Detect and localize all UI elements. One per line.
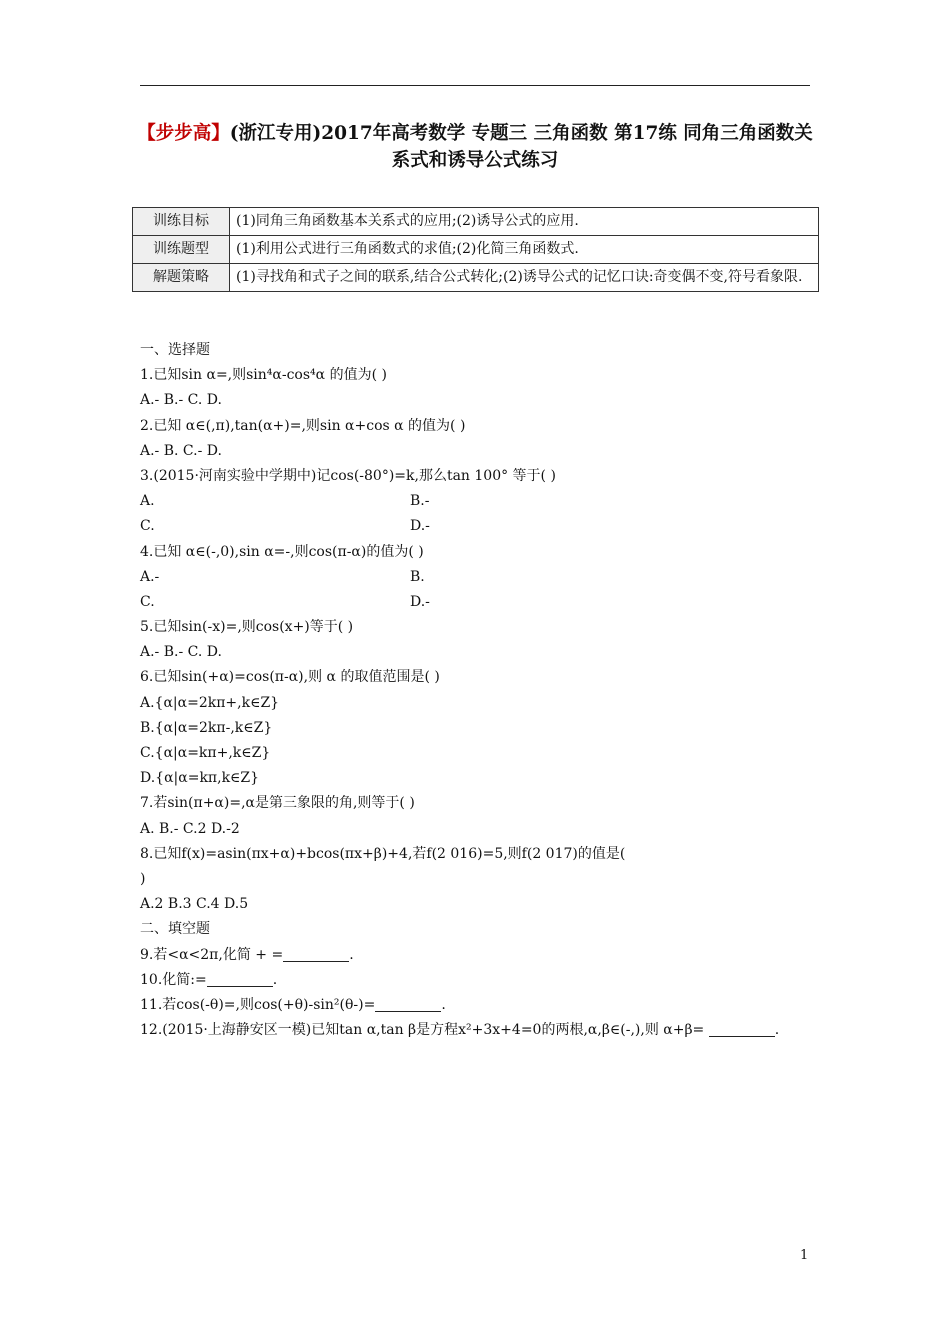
question-12-end: . bbox=[774, 1022, 780, 1039]
question-2: 2.已知 α∈(,π),tan(α+)=,则sin α+cos α 的值为( ) bbox=[140, 417, 466, 434]
question-7: 7.若sin(π+α)=,α是第三象限的角,则等于( ) bbox=[140, 795, 415, 812]
page-number: 1 bbox=[800, 1248, 809, 1263]
option-a: A.{α|α=2kπ+,k∈Z} bbox=[140, 694, 280, 711]
option-a: A. bbox=[140, 493, 155, 510]
option-b: B.- bbox=[410, 493, 430, 510]
row-label: 训练题型 bbox=[133, 236, 230, 264]
question-10-end: . bbox=[272, 971, 278, 988]
table-row bbox=[133, 264, 819, 292]
row-value: (1)同角三角函数基本关系式的应用;(2)诱导公式的应用. bbox=[230, 208, 819, 236]
question-4: 4.已知 α∈(-,0),sin α=-,则cos(π-α)的值为( ) bbox=[140, 543, 424, 560]
exercise-content bbox=[140, 338, 818, 1043]
option-b: B.{α|α=2kπ-,k∈Z} bbox=[140, 719, 273, 736]
question-12 bbox=[140, 1018, 818, 1043]
question-9-stem: 9.若<α<2π,化简 + = bbox=[140, 946, 284, 963]
question-4-options-cd bbox=[140, 590, 818, 615]
option-d: D.{α|α=kπ,k∈Z} bbox=[140, 770, 260, 787]
question-8: 8.已知f(x)=asin(πx+α)+bcos(πx+β)+4,若f(2 016)=5,则f(2 017)的值是( bbox=[140, 845, 626, 862]
section-heading-fill: 二、填空题 bbox=[140, 921, 210, 938]
question-11-end: . bbox=[441, 996, 446, 1013]
option-c: C.{α|α=kπ+,k∈Z} bbox=[140, 745, 271, 761]
question-1-options: A.- B.- C. D. bbox=[140, 392, 222, 409]
question-3-options-cd bbox=[140, 514, 818, 539]
table-row bbox=[133, 236, 819, 264]
title-text: (浙江专用)2017年高考数学 专题三 三角函数 第17练 同角三角函数关系式和诱导公式练习 bbox=[229, 123, 813, 171]
answer-blank bbox=[709, 1022, 775, 1037]
question-6: 6.已知sin(+α)=cos(π-α),则 α 的取值范围是( ) bbox=[140, 669, 440, 686]
header-rule bbox=[140, 85, 810, 86]
training-goals-table bbox=[132, 207, 819, 292]
section-heading-choice: 一、选择题 bbox=[140, 342, 210, 358]
question-10 bbox=[140, 968, 818, 993]
row-label: 解题策略 bbox=[133, 264, 230, 292]
question-1: 1.已知sin α=,则sin⁴α-cos⁴α 的值为( ) bbox=[140, 367, 387, 384]
row-value: (1)寻找角和式子之间的联系,结合公式转化;(2)诱导公式的记忆口诀:奇变偶不变,符号看象限. bbox=[230, 264, 819, 292]
question-11 bbox=[140, 993, 818, 1018]
question-5-options: A.- B.- C. D. bbox=[140, 644, 222, 661]
question-11-stem: 11.若cos(-θ)=,则cos(+θ)-sin²(θ-)= bbox=[140, 996, 376, 1013]
question-8-options: A.2 B.3 C.4 D.5 bbox=[140, 896, 249, 913]
title-brand: 【步步高】 bbox=[137, 123, 230, 144]
row-value: (1)利用公式进行三角函数式的求值;(2)化简三角函数式. bbox=[230, 236, 819, 264]
option-c: C. bbox=[140, 518, 155, 535]
option-b: B. bbox=[410, 568, 425, 585]
row-label: 训练目标 bbox=[133, 208, 230, 236]
question-10-stem: 10.化简:= bbox=[140, 971, 207, 988]
question-8-continued: ) bbox=[140, 870, 146, 887]
question-4-options-ab bbox=[140, 565, 818, 590]
question-3: 3.(2015·河南实验中学期中)记cos(-80°)=k,那么tan 100° 等于( ) bbox=[140, 467, 556, 484]
option-d: D.- bbox=[410, 593, 430, 610]
question-3-options-ab bbox=[140, 489, 818, 514]
question-5: 5.已知sin(-x)=,则cos(x+)等于( ) bbox=[140, 619, 354, 636]
option-a: A.- bbox=[140, 568, 160, 585]
answer-blank bbox=[283, 947, 349, 962]
question-9 bbox=[140, 943, 818, 968]
answer-blank bbox=[375, 997, 441, 1012]
question-12-stem: 12.(2015·上海静安区一模)已知tan α,tan β是方程x²+3x+4=0的两根,α,β∈(-,),则 α+β= bbox=[140, 1022, 705, 1039]
answer-blank bbox=[207, 972, 273, 987]
option-d: D.- bbox=[410, 518, 430, 535]
table-row bbox=[133, 208, 819, 236]
question-7-options: A. B.- C.2 D.-2 bbox=[140, 820, 240, 837]
question-9-end: . bbox=[349, 946, 354, 963]
question-2-options: A.- B. C.- D. bbox=[140, 442, 222, 459]
option-c: C. bbox=[140, 593, 155, 610]
page-title bbox=[130, 120, 820, 174]
